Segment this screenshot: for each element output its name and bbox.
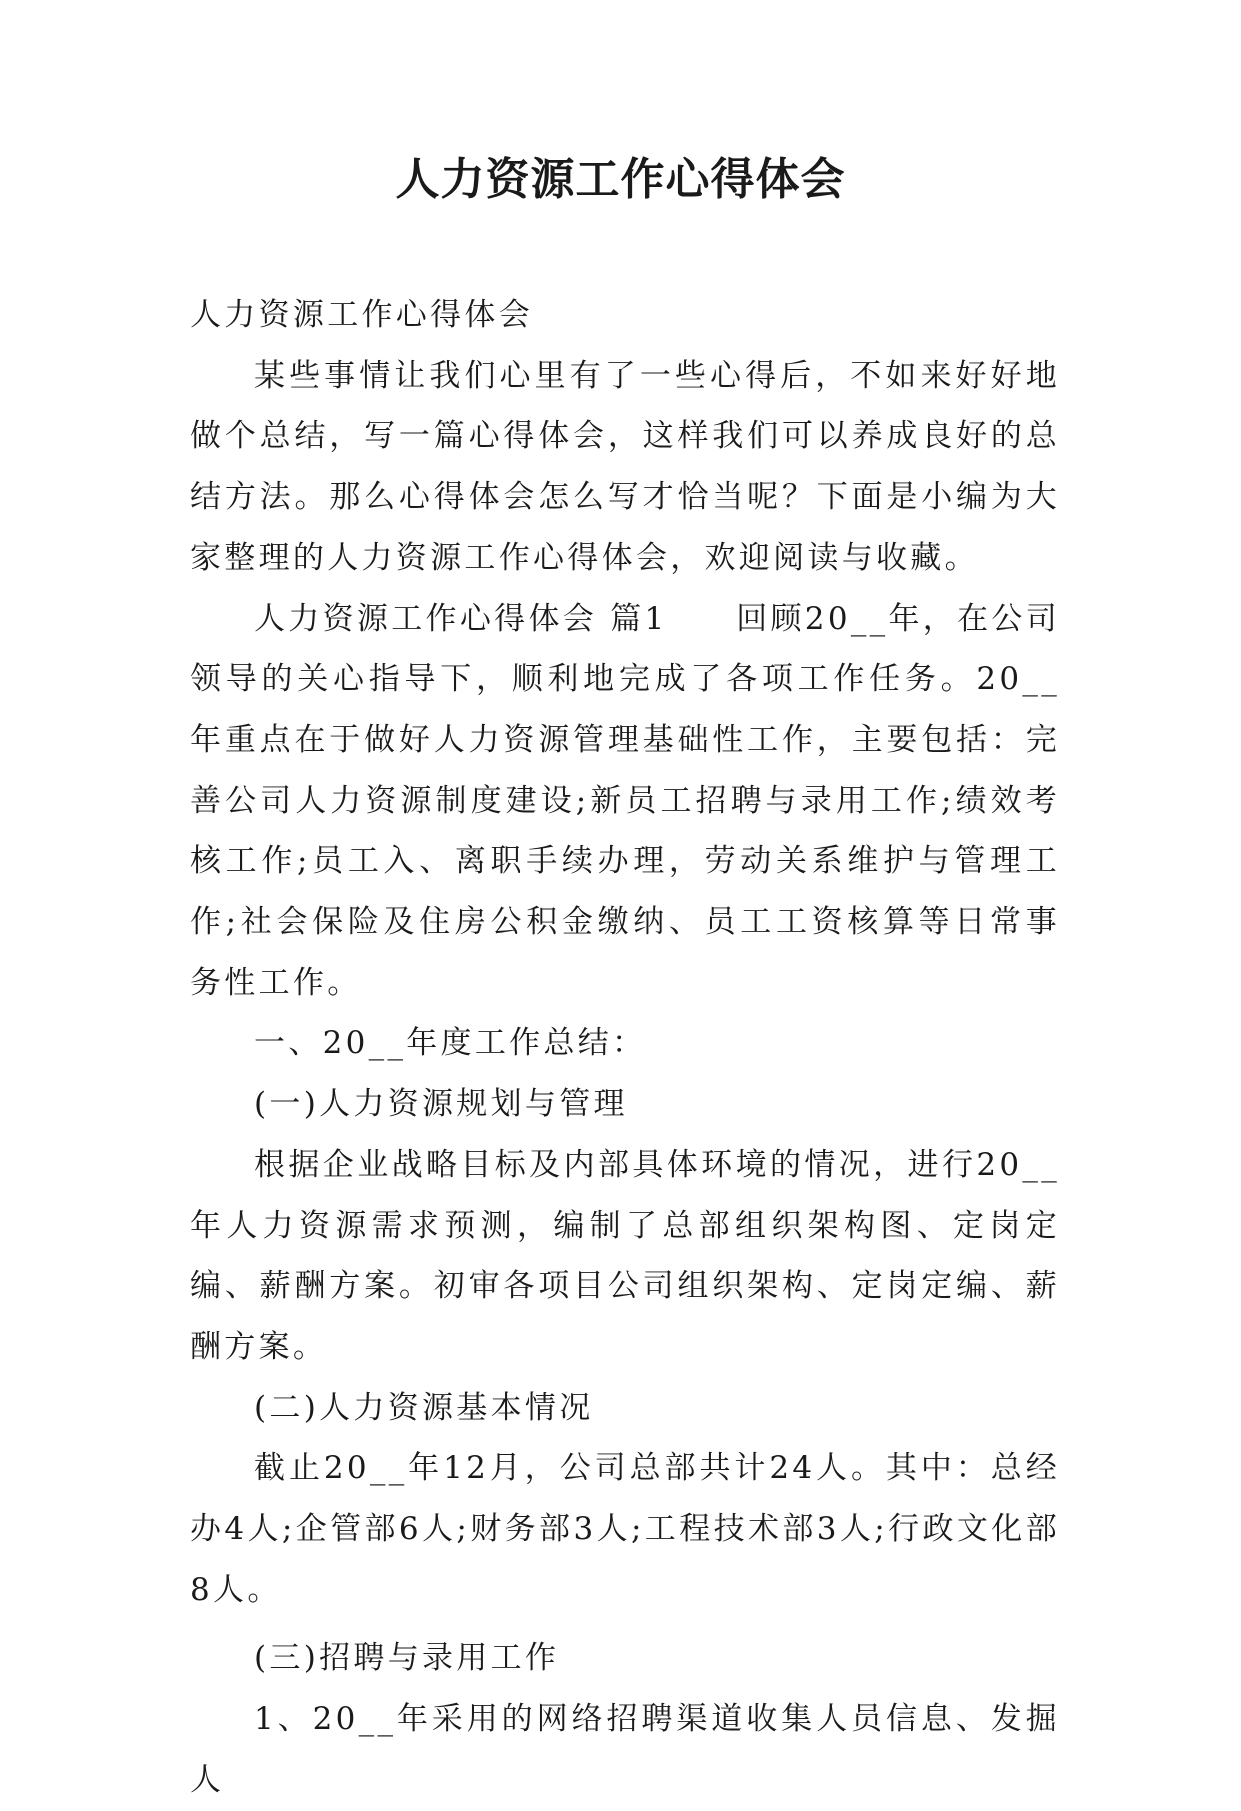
- subsection-heading-planning: (一)人力资源规划与管理: [254, 1086, 628, 1123]
- paragraph-intro: 某些事情让我们心里有了一些心得后，不如来好好地做个总结，写一篇心得体会，这样我们可以养成良好的总结方法。那么心得体会怎么写才恰当呢？下面是小编为大家整理的人力资源工作心得体会，欢迎阅读与收藏。: [190, 357, 1060, 576]
- paragraph-planning: 根据企业战略目标及内部具体环境的情况，进行20__年人力资源需求预测，编制了总部组织架构图、定岗定编、薪酬方案。初审各项目公司组织架构、定岗定编、薪酬方案。: [190, 1146, 1060, 1365]
- subsection-heading-recruitment: (三)招聘与录用工作: [254, 1640, 560, 1677]
- paragraph-subtitle: 人力资源工作心得体会: [190, 297, 533, 333]
- paragraph-headcount: 截止20__年12月，公司总部共计24人。其中：总经办4人;企管部6人;财务部3人;工程技术部3人;行政文化部8人。: [190, 1450, 1060, 1608]
- document-body: [190, 285, 1060, 1811]
- subsection-heading-basic-info: (二)人力资源基本情况: [254, 1389, 594, 1426]
- document-title: 人力资源工作心得体会: [395, 154, 846, 205]
- paragraph-part1-overview: 人力资源工作心得体会 篇1 回顾20__年，在公司领导的关心指导下，顺利地完成了各项工作任务。20__年重点在于做好人力资源管理基础性工作，主要包括：完善公司人力资源制度建设;新员工招聘与录用工作;绩效考核工作;员工入、离职手续办理，劳动关系维护与管理工作;社会保险及住房公积金缴纳、员工工资核算等日常事务性工作。: [190, 600, 1060, 1001]
- paragraph-recruitment: 1、20__年采用的网络招聘渠道收集人员信息、发掘人: [190, 1701, 1060, 1798]
- section-heading-annual-summary: 一、20__年度工作总结：: [254, 1025, 647, 1062]
